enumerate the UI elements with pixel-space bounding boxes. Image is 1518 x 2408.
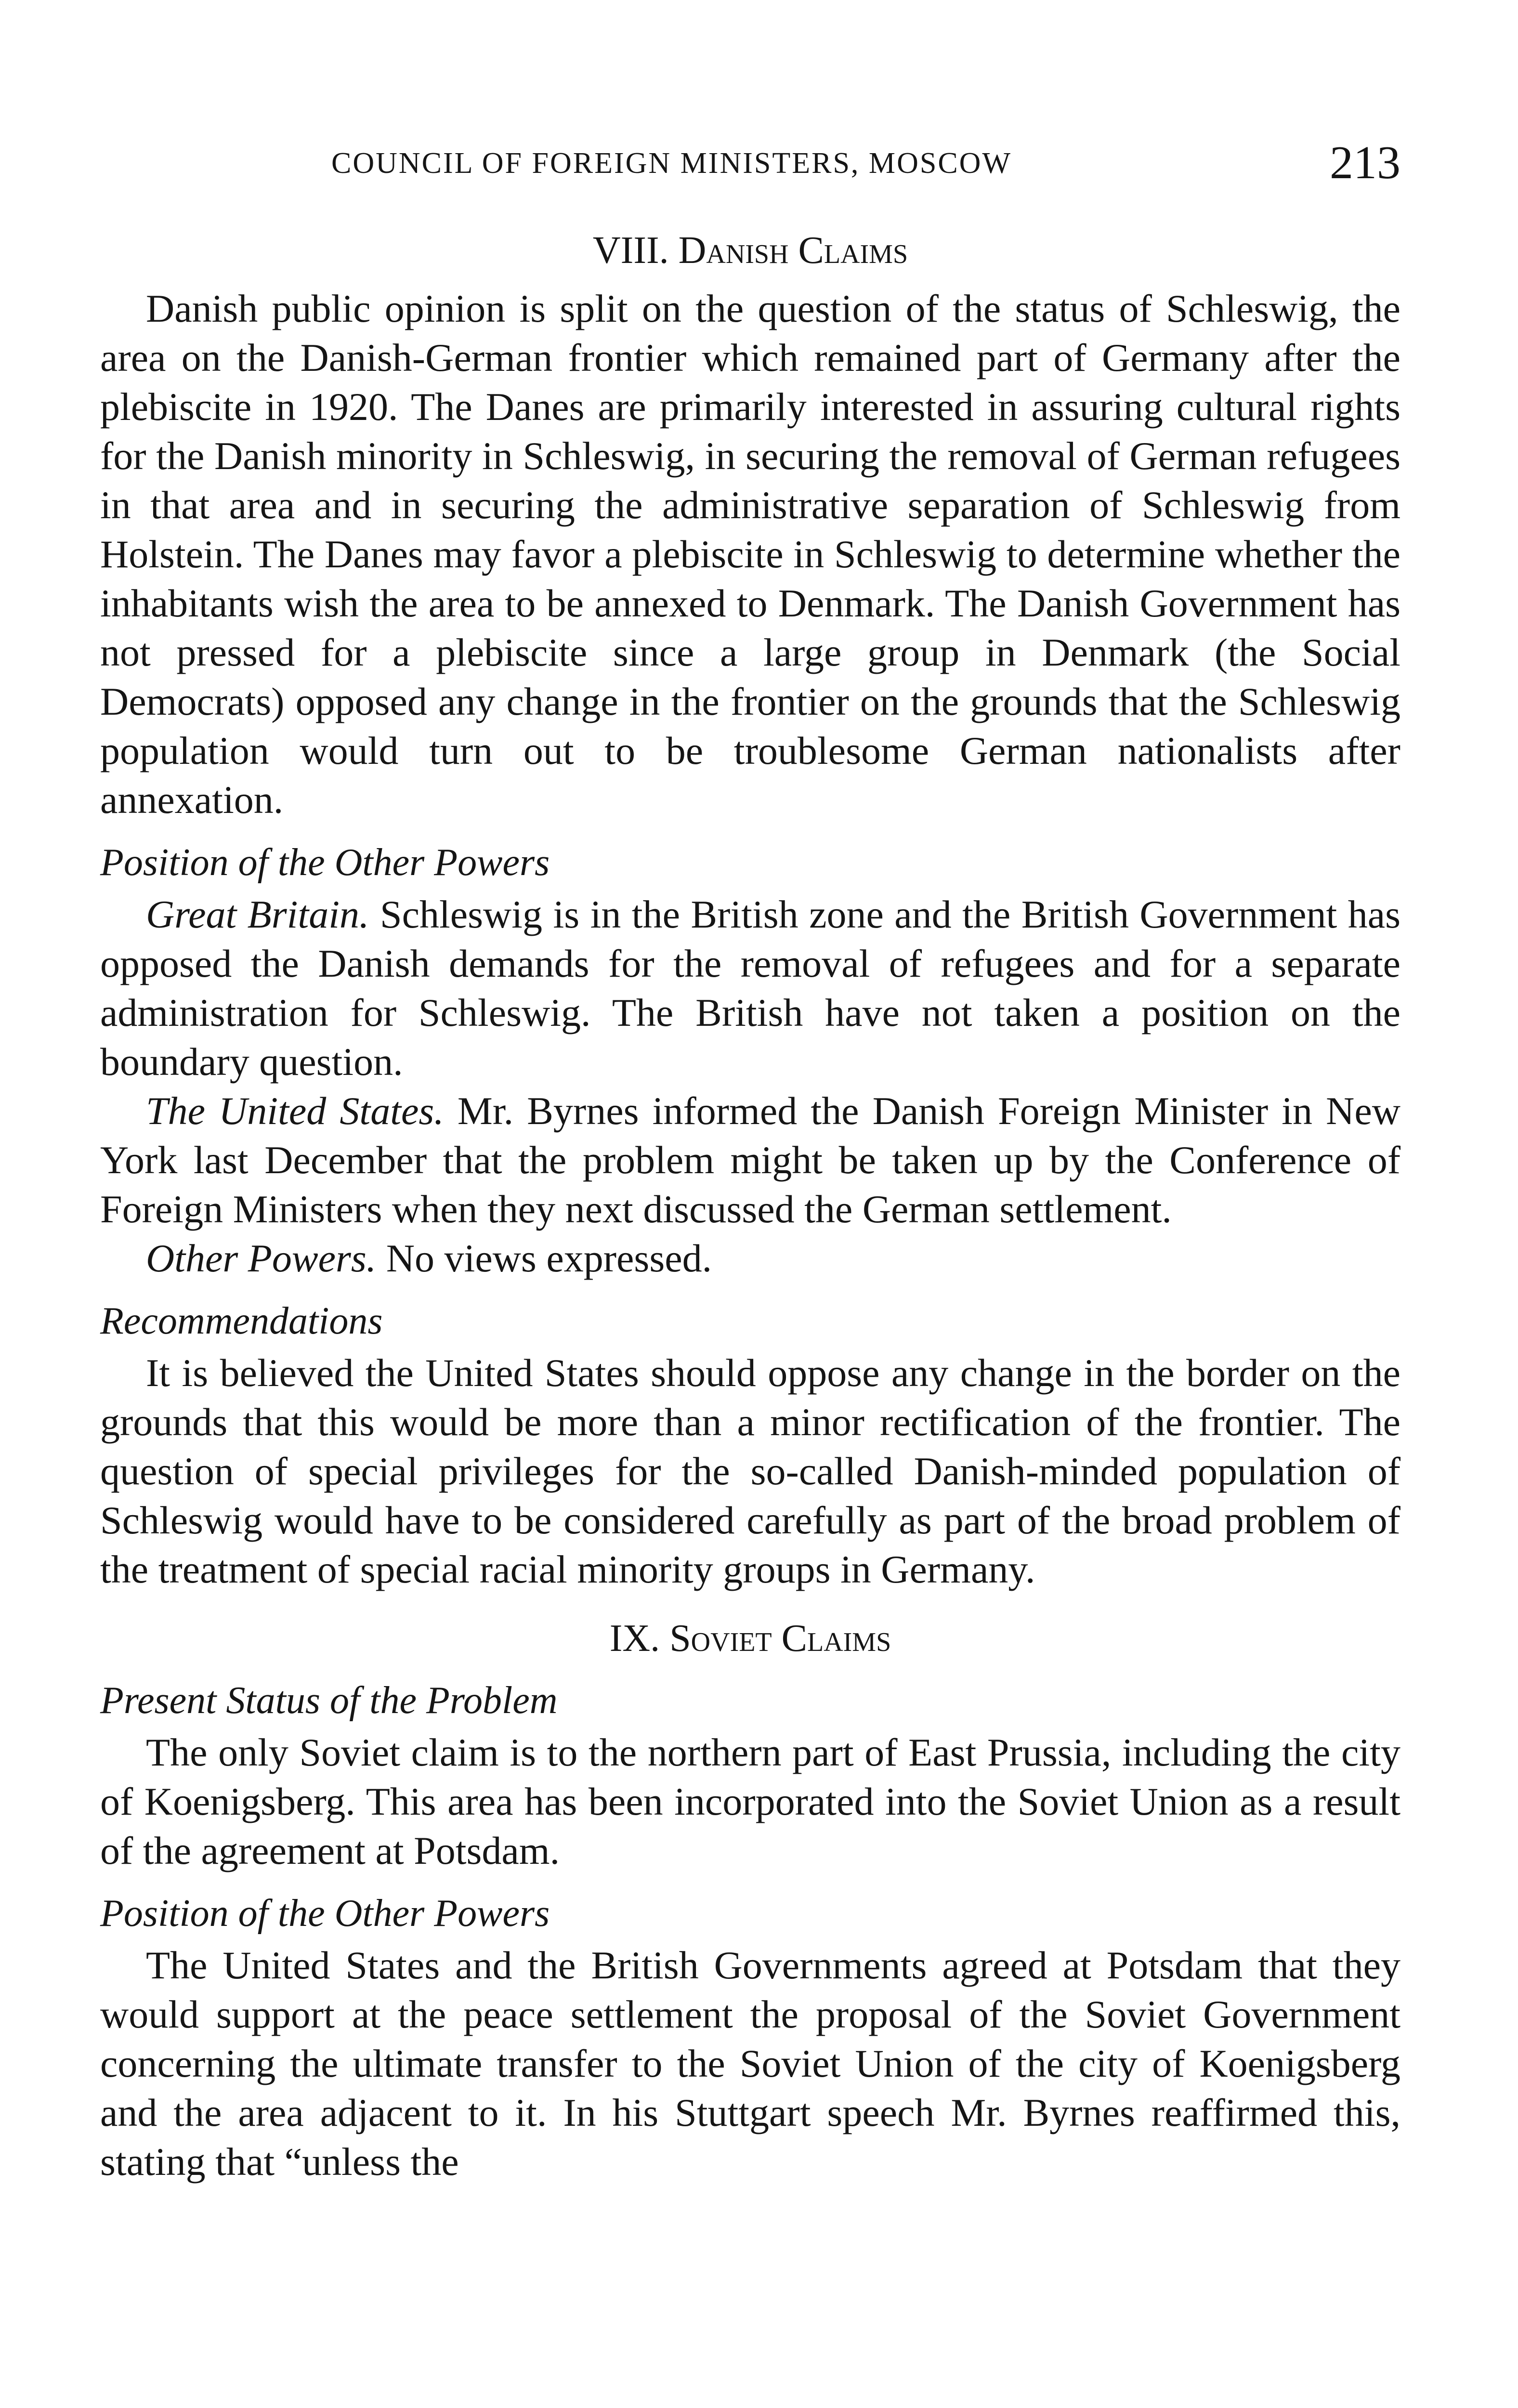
section-heading-soviet-claims: [100, 1614, 1400, 1662]
section-title: Danish Claims: [678, 229, 908, 272]
page-body: [100, 226, 1400, 2186]
recommendations-paragraph: It is believed the United States should oppose any change in the border on the grounds that this would be more than a minor rectification of the frontier. The question of special privileges for the so-called Danish-minded population of Schleswig would have to be considered carefully as part of the broad problem of the treatment of special racial minority groups in Germany.: [100, 1351, 1400, 1591]
running-header: [100, 136, 1400, 189]
united-states-text: Mr. Byrnes informed the Danish Foreign Minister in New York last December that the problem might be taken up by the Conference of Foreign Ministers when they next discussed the German settlement.: [100, 1089, 1400, 1231]
great-britain-lead: Great Britain.: [146, 892, 369, 936]
section-numeral: IX.: [609, 1617, 660, 1660]
section-spacer: [100, 1594, 1400, 1614]
section-title: Soviet Claims: [669, 1617, 891, 1660]
running-title: COUNCIL OF FOREIGN MINISTERS, MOSCOW: [331, 147, 1012, 180]
united-states-lead: The United States.: [146, 1089, 444, 1133]
subheading-position-of-other-powers-soviet: Position of the Other Powers: [100, 1892, 550, 1935]
other-powers-lead: Other Powers.: [146, 1236, 377, 1280]
subheading-position-of-other-powers: Position of the Other Powers: [100, 841, 550, 884]
page-number: 213: [1330, 137, 1400, 189]
danish-claims-intro: Danish public opinion is split on the question of the status of Schleswig, the area on the Danish-German frontier which remained part of Germany after the plebiscite in 1920. The Danes are primarily interested in assuring cultural rights for the Danish minority in Schleswig, in securing the removal of German refugees in that area and in securing the administrative separation of Schleswig from Holstein. The Danes may favor a plebiscite in Schleswig to determine whether the inhabitants wish the area to be annexed to Denmark. The Danish Government has not pressed for a plebiscite since a large group in Denmark (the Social Democrats) opposed any change in the frontier on the grounds that the Schleswig population would turn out to be troublesome German nationalists after annexation.: [100, 287, 1400, 822]
great-britain-text: Schleswig is in the British zone and the British Government has opposed the Danish demands for the removal of refugees and for a separate administration for Schleswig. The British have not taken a position on the boundary question.: [100, 892, 1400, 1084]
subheading-recommendations: Recommendations: [100, 1300, 383, 1342]
soviet-position-paragraph: The United States and the British Governments agreed at Potsdam that they would support at the peace settlement the proposal of the Soviet Government concerning the ultimate transfer to the Soviet Union of the city of Koenigsberg and the area adjacent to it. In his Stuttgart speech Mr. Byrnes reaffirmed this, stating that “unless the: [100, 1943, 1400, 2184]
section-heading-danish-claims: [100, 226, 1400, 275]
present-status-paragraph: The only Soviet claim is to the northern part of East Prussia, including the city of Koenigsberg. This area has been incorporated into the Soviet Union as a result of the agreement at Potsdam.: [100, 1730, 1400, 1872]
other-powers-text: No views expressed.: [386, 1236, 712, 1280]
section-numeral: VIII.: [592, 229, 669, 272]
subheading-present-status: Present Status of the Problem: [100, 1679, 558, 1722]
document-page: [100, 0, 1400, 2408]
other-powers-paragraph: [100, 1234, 1400, 1283]
great-britain-paragraph: [100, 890, 1400, 1086]
united-states-paragraph: [100, 1086, 1400, 1234]
